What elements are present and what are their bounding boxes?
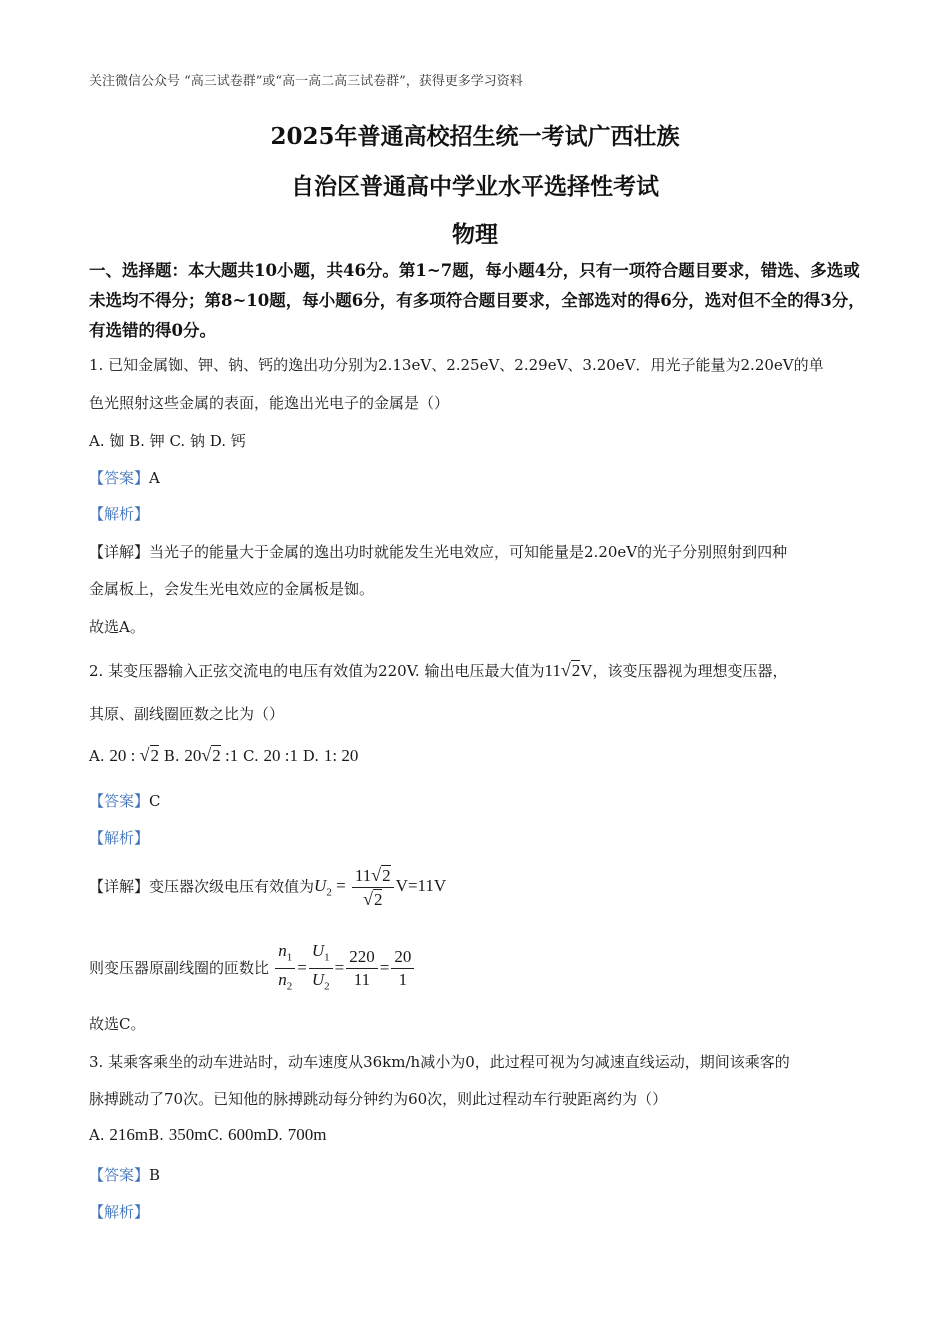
q2-ratio-formula: $\frac{n_1}{n_2}$ = $\frac{U_1}{U_2}$ = $\frac{220}{11}$ = $\frac{20}{1}$ (269, 958, 416, 977)
q1-stem-line-2: 色光照射这些金属的表面，能逸出光电子的金属是（） (89, 394, 450, 412)
subject-title: 物理 (452, 221, 498, 248)
q2-opt-d: 1: 20 (323, 746, 359, 765)
answer-label: 【答案】 (89, 1166, 150, 1184)
q2-opt-d-label: D. (302, 747, 320, 765)
q2-stem-line-2: 其原、副线圈匝数之比为（） (89, 705, 285, 723)
q1-detail-line-1 (89, 541, 787, 562)
title-line-1: 2025年普通高校招生统一考试广西壮族 (270, 123, 680, 150)
q2-stem-text-a: 2. 某变压器输入正弦交流电的电压有效值为220V. 输出电压最大值为 (89, 662, 545, 680)
q2-opt-c: 20 :1 (263, 746, 299, 765)
q2-answer-value: C (149, 792, 161, 810)
q2-u2-result: V=11V (395, 876, 447, 896)
analysis-label: 【解析】 (89, 1203, 150, 1221)
q2-opt-b: 20√2 :1 (184, 745, 239, 765)
q2-ratio-text: 则变压器原副线圈的匝数比 (89, 958, 270, 977)
q1-analysis (89, 503, 149, 524)
q1-answer-value: A (149, 469, 160, 487)
q1-conclusion: 故选A。 (89, 618, 145, 636)
q3-opt-b: 350m (168, 1125, 208, 1144)
q2-max-coef: 11 (544, 661, 561, 680)
title-line-2: 自治区普通高中学业水平选择性考试 (291, 173, 659, 200)
section-header: 一、选择题：本大题共10小题，共46分。第1~7题，每小题4分，只有一项符合题目要求，错选、多选或未选均不得分；第8~10题，每小题6分，有多项符合题目要求，全部选对的得6分，选对但不全的得3分，有选错的得0分。 (89, 261, 865, 340)
q2-opt-b-label: B. (163, 747, 180, 765)
q3-opt-a: 216m (109, 1125, 149, 1144)
q2-max-voltage: 11√2V (544, 660, 593, 680)
q2-u2-formula: $U_2$ = $\frac{11√2}{√2}$ V=11V (314, 865, 447, 909)
q2-answer (89, 790, 161, 811)
q1-answer (89, 467, 160, 488)
q2-stem-text-b: ，该变压器视为理想变压器， (592, 662, 788, 680)
analysis-label: 【解析】 (89, 829, 150, 847)
q2-detail-line (89, 864, 446, 911)
q2-max-unit: V (580, 661, 593, 680)
q3-answer-value: B (149, 1166, 161, 1184)
q3-analysis (89, 1201, 149, 1222)
header-note: 关注微信公众号 “高三试卷群”或“高一高二高三试卷群”，获得更多学习资料 (89, 74, 523, 89)
q2-analysis (89, 827, 149, 848)
q2-opt-a: 20 : √2 (109, 745, 160, 765)
q2-opt-a-label: A. (89, 747, 105, 765)
q1-options: A. 铷 B. 钾 C. 钠 D. 钙 (89, 432, 246, 450)
q1-detail-line-2: 金属板上，会发生光电效应的金属板是铷。 (89, 580, 375, 598)
q3-stem-line-2: 脉搏跳动了70次。已知他的脉搏跳动每分钟约为60次，则此过程动车行驶距离约为（） (89, 1090, 668, 1108)
q1-detail-text-1: 当光子的能量大于金属的逸出功时就能发生光电效应，可知能量是2.20eV的光子分别照射到四种 (149, 543, 788, 561)
q2-max-root: 2 (571, 661, 581, 680)
q3-opt-d: 700m (287, 1125, 327, 1144)
q2-detail-text: 变压器次级电压有效值为 (149, 877, 315, 896)
q2-stem-line-1 (89, 660, 788, 681)
answer-label: 【答案】 (89, 469, 150, 487)
q3-opt-c: 600m (227, 1125, 267, 1144)
q1-stem-line-1: 1. 已知金属铷、钾、钠、钙的逸出功分别为2.13eV、2.25eV、2.29eV、3.20eV．用光子能量为2.20eV的单 (89, 356, 824, 374)
q2-u2-fraction: $\frac{11√2}{√2}$ (352, 864, 394, 911)
detail-label: 【详解】 (89, 877, 150, 896)
detail-label: 【详解】 (89, 543, 150, 561)
q3-options: A. 216mB. 350mC. 600mD. 700m (89, 1125, 327, 1144)
q3-answer (89, 1164, 160, 1185)
q2-conclusion: 故选C。 (89, 1015, 146, 1033)
answer-label: 【答案】 (89, 792, 150, 810)
q2-options (89, 745, 358, 766)
analysis-label: 【解析】 (89, 505, 150, 523)
q2-ratio-line (89, 940, 416, 998)
q3-stem-line-1: 3. 某乘客乘坐的动车进站时，动车速度从36km/h减小为0，此过程可视为匀减速直线运动，期间该乘客的 (89, 1053, 790, 1071)
q2-opt-c-label: C. (243, 747, 259, 765)
